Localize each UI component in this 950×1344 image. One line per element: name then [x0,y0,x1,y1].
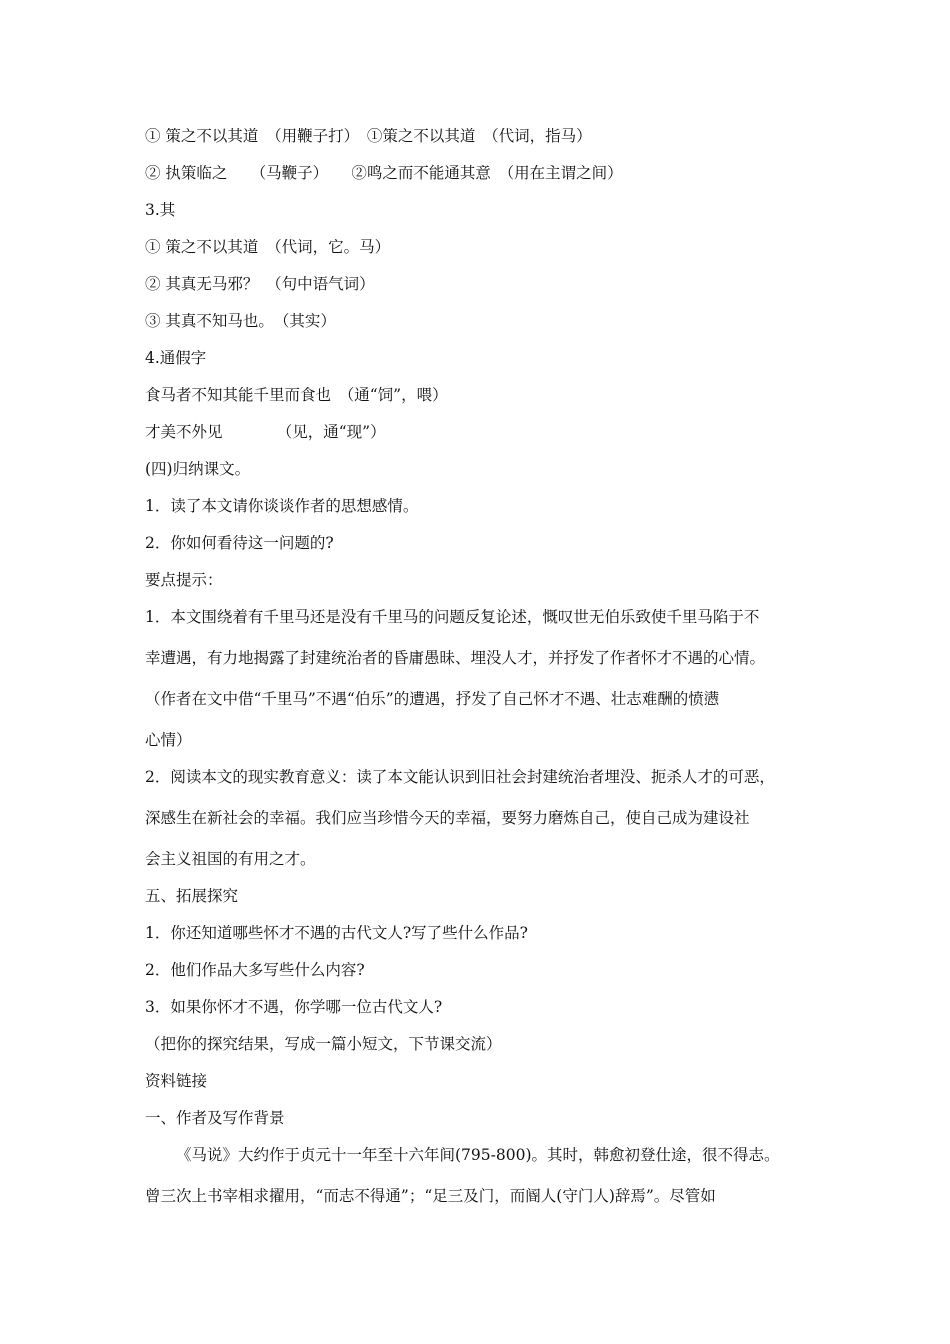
text-line: 食马者不知其能千里而食也 （通“饲”，喂） [145,386,448,404]
key-point-2 [145,763,813,882]
text-line: 才美不外见 （见，通“现”） [145,423,386,441]
paragraph-line: 《马说》大约作于贞元十一年至十六年间(795-800)。其时，韩愈初登仕途，很不得志。 [176,1146,780,1164]
paragraph-line: 曾三次上书宰相求擢用，“而志不得通”；“足三及门，而阍人(守门人)辞焉”。尽管如 [145,1187,716,1205]
section-heading: 一、作者及写作背景 [145,1109,285,1127]
question-item: 2．他们作品大多写些什么内容? [145,961,365,979]
section-heading: 五、拓展探究 [145,887,239,905]
paragraph-line: 会主义祖国的有用之才。 [145,850,316,868]
question-item: 3．如果你怀才不遇，你学哪一位古代文人? [145,998,443,1016]
question-item: 1．你还知道哪些怀才不遇的古代文人?写了些什么作品? [145,924,528,942]
paragraph-line: 1．本文围绕着有千里马还是没有千里马的问题反复论述，慨叹世无伯乐致使千里马陷于不 [145,608,760,626]
question-item: 1．读了本文请你谈谈作者的思想感情。 [145,497,419,515]
question-item: 2．你如何看待这一问题的? [145,534,334,552]
paragraph-line: （作者在文中借“千里马”不遇“伯乐”的遭遇，抒发了自己怀才不遇、壮志难酬的愤懑 [145,690,720,708]
paragraph-line: 幸遭遇，有力地揭露了封建统治者的昏庸愚昧、埋没人才，并抒发了作者怀才不遇的心情。 [145,649,766,667]
section-heading: 3.其 [145,201,176,219]
text-line: ② 执策临之 （马鞭子） ②鸣之而不能通其意 （用在主谓之间） [145,164,623,182]
paragraph-line: 2．阅读本文的现实教育意义：读了本文能认识到旧社会封建统治者埋没、扼杀人才的可恶， [145,768,775,786]
section-heading: 要点提示： [145,571,223,589]
paragraph-line: 心情） [145,731,192,749]
text-line: ① 策之不以其道 （用鞭子打） ①策之不以其道 （代词，指马） [145,127,592,145]
text-line: ② 其真无马邪？ （句中语气词） [145,275,375,293]
text-line: ③ 其真不知马也。 （其实） [145,312,336,330]
section-heading: 4.通假字 [145,349,207,367]
section-heading: (四)归纳课文。 [145,460,251,478]
text-line: （把你的探究结果，写成一篇小短文，下节课交流） [145,1035,502,1053]
section-heading: 资料链接 [145,1072,208,1090]
key-point-1 [145,603,813,763]
document-page [145,122,813,1223]
background-paragraph [145,1141,813,1223]
text-line: ① 策之不以其道 （代词，它。马） [145,238,391,256]
paragraph-line: 深感生在新社会的幸福。我们应当珍惜今天的幸福，要努力磨炼自己，使自己成为建设社 [145,809,750,827]
